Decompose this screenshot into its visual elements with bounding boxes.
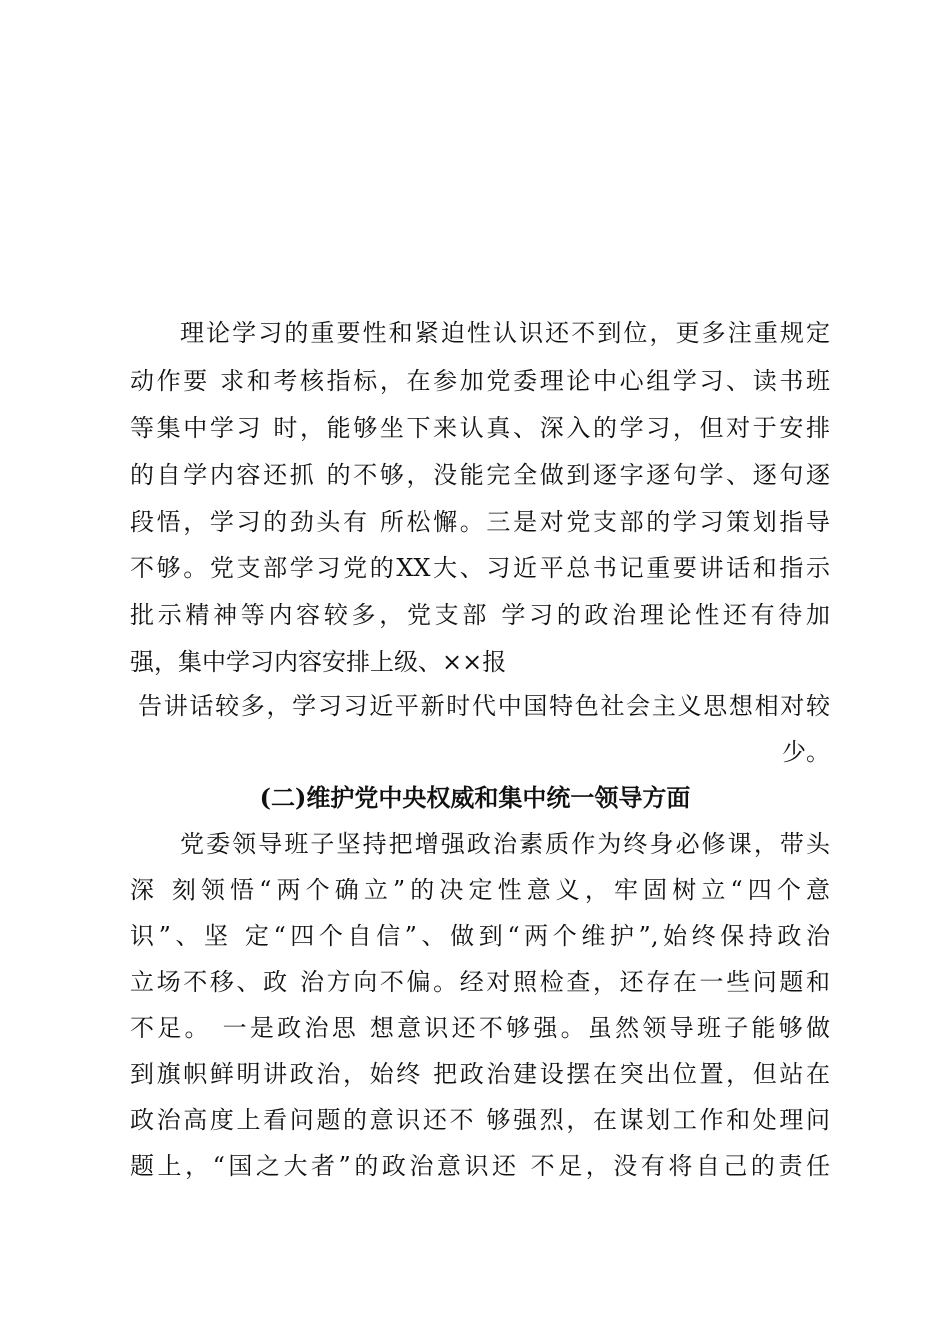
paragraph-1-line-10: 少。	[782, 738, 830, 766]
paragraph-1-line-8: 强，集中学习内容安排上级、××报	[130, 648, 507, 676]
paragraph-2-line-2: 深 刻领悟“两个确立”的决定性意义，牢固树立“四个意	[130, 876, 830, 904]
paragraph-2-line-8: 题上，“国之大者”的政治意识还 不足，没有将自己的责任	[130, 1152, 830, 1180]
paragraph-2-line-4: 立场不移、政 治方向不偏。经对照检查，还存在一些问题和	[130, 968, 830, 996]
paragraph-1-line-2: 动作要 求和考核指标，在参加党委理论中心组学习、读书班	[130, 367, 830, 395]
paragraph-1-line-1: 理论学习的重要性和紧迫性认识还不到位，更多注重规定	[180, 319, 830, 347]
paragraph-1-line-6: 不够。党支部学习党的XX大、习近平总书记重要讲话和指示	[130, 554, 830, 582]
paragraph-2-line-3: 识”、坚 定“四个自信”、做到“两个维护”,始终保持政治	[130, 922, 830, 950]
paragraph-1-line-3: 等集中学习 时，能够坐下来认真、深入的学习，但对于安排	[130, 414, 830, 442]
paragraph-1-line-9: 告讲话较多，学习习近平新时代中国特色社会主义思想相对较	[138, 692, 830, 720]
section-heading: (二)维护党中央权威和集中统一领导方面	[259, 783, 691, 812]
paragraph-2-line-5: 不足。 一是政治思 想意识还不够强。虽然领导班子能够做	[130, 1014, 830, 1042]
paragraph-2-line-7: 政治高度上看问题的意识还不 够强烈，在谋划工作和处理问	[130, 1106, 830, 1134]
paragraph-1-line-4: 的自学内容还抓 的不够，没能完全做到逐字逐句学、逐句逐	[130, 461, 830, 489]
paragraph-1-line-7: 批示精神等内容较多，党支部 学习的政治理论性还有待加	[130, 601, 830, 629]
paragraph-1-line-5: 段悟，学习的劲头有 所松懈。三是对党支部的学习策划指导	[130, 508, 830, 536]
paragraph-2-line-1: 党委领导班子坚持把增强政治素质作为终身必修课，带头	[180, 830, 830, 858]
paragraph-2-line-6: 到旗帜鲜明讲政治，始终 把政治建设摆在突出位置，但站在	[130, 1060, 830, 1088]
